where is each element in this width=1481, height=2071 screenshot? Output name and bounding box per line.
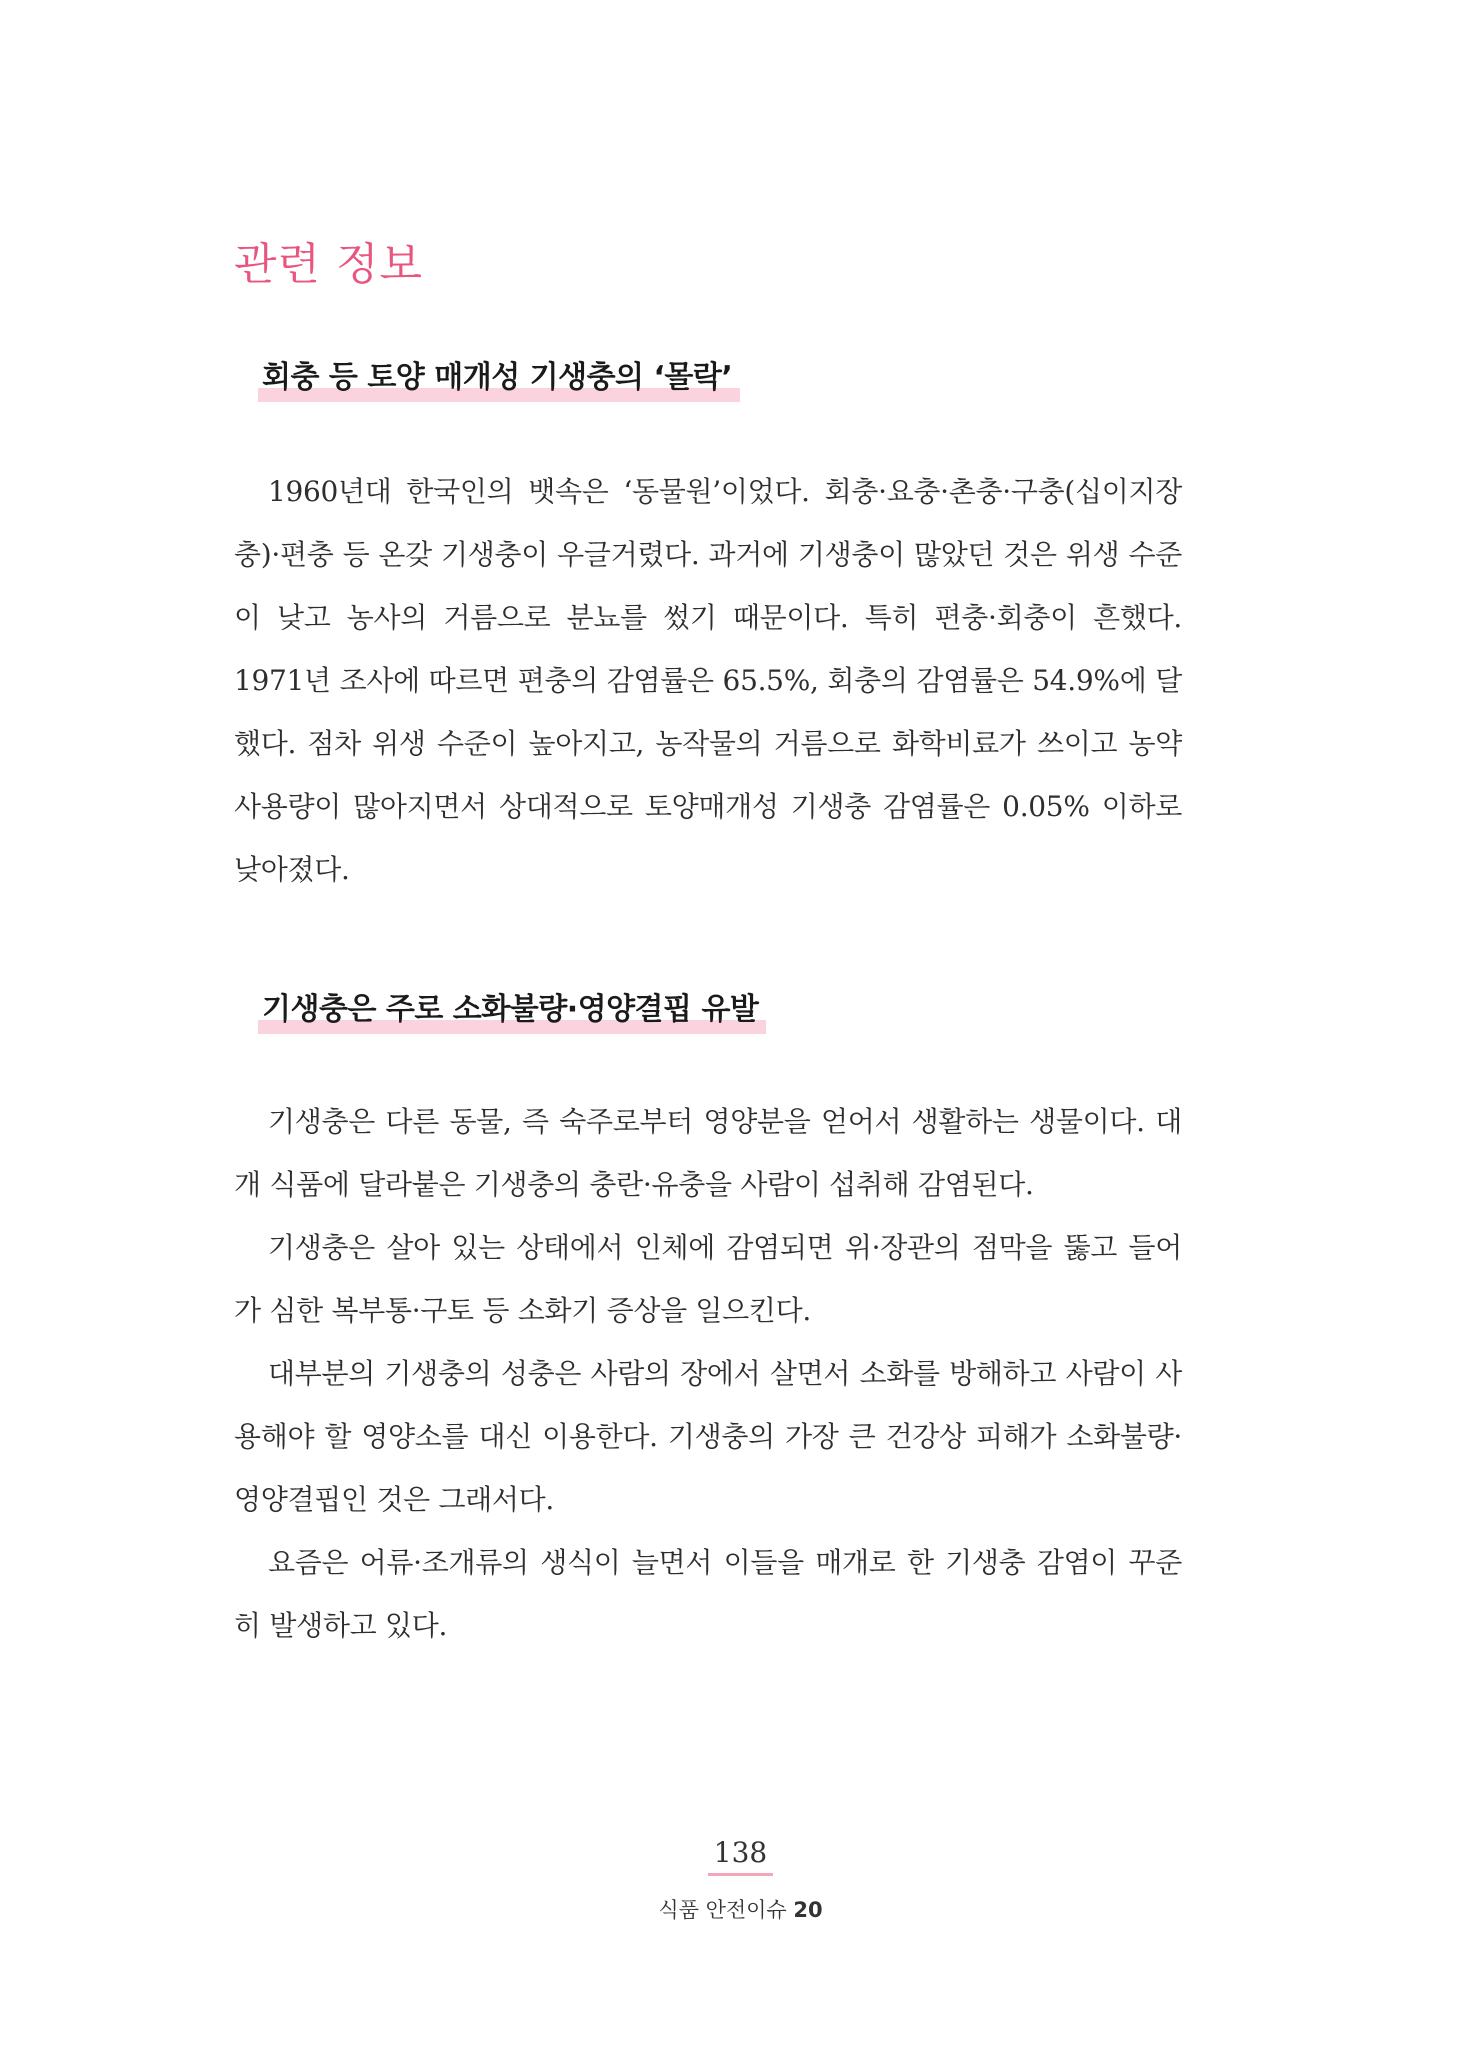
paragraph: 1960년대 한국인의 뱃속은 ‘동물원’이었다. 회충·요충·촌충·구충(십이지장충)·편충 등 온갖 기생충이 우글거렸다. 과거에 기생충이 많았던 것은 위생 수준이 낮고 농사의 거름으로 분뇨를 썼기 때문이다. 특히 편충·회충이 흔했다. 1971년 조사에 따르면 편충의 감염률은 65.5%, 회충의 감염률은 54.9%에 달했다. 점차 위생 수준이 높아지고, 농작물의 거름으로 화학비료가 쓰이고 농약 사용량이 많아지면서 상대적으로 토양매개성 기생충 감염률은 0.05% 이하로 낮아졌다. xyxy=(234,475,1182,886)
paragraph: 대부분의 기생충의 성충은 사람의 장에서 살면서 소화를 방해하고 사람이 사용해야 할 영양소를 대신 이용한다. 기생충의 가장 큰 건강상 피해가 소화불량·영양결핍인 것은 그래서다. xyxy=(234,1357,1182,1516)
paragraph: 기생충은 다른 동물, 즉 숙주로부터 영양분을 얻어서 생활하는 생물이다. 대개 식품에 달라붙은 기생충의 충란·유충을 사람이 섭취해 감염된다. xyxy=(234,1105,1182,1201)
book-title: 식품 안전이슈 xyxy=(658,1898,787,1922)
section-heading-2-wrap xyxy=(258,984,766,1028)
section-label: 관련 정보 xyxy=(234,239,424,290)
section-heading-1: 회충 등 토양 매개성 기생충의 ‘몰락’ xyxy=(258,352,740,396)
section-heading-1-wrap xyxy=(258,352,740,396)
paragraph: 요즘은 어류·조개류의 생식이 늘면서 이들을 매개로 한 기생충 감염이 꾸준히 발생하고 있다. xyxy=(234,1546,1182,1642)
page-number-wrap xyxy=(0,1836,1481,1876)
section-body-1 xyxy=(234,460,1182,901)
section-heading-2: 기생충은 주로 소화불량·영양결핍 유발 xyxy=(258,984,766,1028)
book-volume: 20 xyxy=(793,1898,823,1922)
page-number: 138 xyxy=(708,1836,773,1876)
section-body-2 xyxy=(234,1090,1182,1657)
running-footer xyxy=(0,1894,1481,1924)
paragraph: 기생충은 살아 있는 상태에서 인체에 감염되면 위·장관의 점막을 뚫고 들어가 심한 복부통·구토 등 소화기 증상을 일으킨다. xyxy=(234,1231,1182,1327)
